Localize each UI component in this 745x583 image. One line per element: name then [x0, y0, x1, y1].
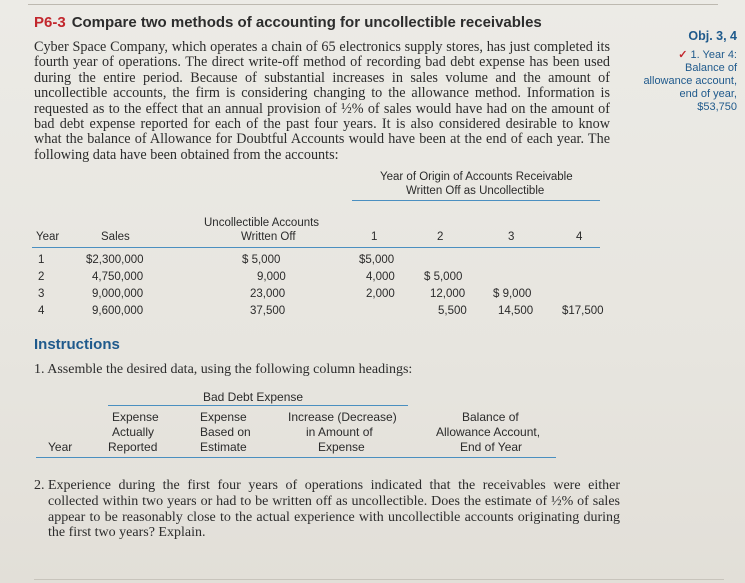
- problem-paragraph: Cyber Space Company, which operates a chain of 65 electronics supply stores, has just completed its fourth year of operations. The direct write-off method of recording bad debt expense has been used during the entire period. Because of substantial increases in sales volume and the amount of uncollectible accounts, the firm is considering changing to the allowance method. Information is requested as to the effect that an annual provision of ½% of sales would have had on the amount of bad debt expense reported for each of the past four years. It is also considered desirable to know what the balance of Allowance for Doubtful Accounts would have been at the end of each year. The following data have been obtained from the accounts:: [34, 39, 610, 163]
- uncollectible-header-line-2: Written Off: [241, 231, 296, 243]
- balance-header-line-2: Allowance Account,: [436, 425, 541, 439]
- table-row-1-sales: $2,300,000: [86, 254, 144, 266]
- table-row-4-year: 4: [38, 305, 45, 317]
- table-row-3-written-off: 23,000: [250, 288, 286, 300]
- bad-debt-expense-header: Bad Debt Expense: [203, 390, 304, 404]
- table-row-2-origin-2: $ 5,000: [424, 271, 463, 283]
- table-row-3-origin-2: 12,000: [430, 288, 466, 300]
- table-row-3-origin-1: 2,000: [366, 288, 395, 300]
- bad-debt-rule: [108, 405, 408, 406]
- col-origin-4-header: 4: [576, 231, 583, 243]
- table-row-3-origin-3: $ 9,000: [493, 288, 532, 300]
- answer-line-1: 1. Year 4:: [690, 49, 737, 61]
- table-row-2-written-off: 9,000: [257, 271, 286, 283]
- origin-header-line-1: Year of Origin of Accounts Receivable: [380, 171, 573, 183]
- table-row-4-origin-4: $17,500: [562, 305, 604, 317]
- headings-rule: [36, 457, 556, 458]
- table-row-2-sales: 4,750,000: [92, 271, 144, 283]
- col-origin-1-header: 1: [371, 231, 378, 243]
- table-row-4-origin-3: 14,500: [498, 305, 534, 317]
- instructions-heading: Instructions: [34, 336, 120, 353]
- problem-number: P6-3: [34, 14, 66, 31]
- objective-label: Obj. 3, 4: [688, 29, 737, 43]
- estimate-header-line-3: Estimate: [200, 440, 247, 454]
- actual-header-line-1: Expense: [112, 410, 159, 424]
- answer-line-2: Balance of: [685, 62, 737, 74]
- estimate-header-line-1: Expense: [200, 410, 247, 424]
- instruction-step-2: [34, 478, 620, 541]
- table-row-4-written-off: 37,500: [250, 305, 286, 317]
- answer-line-5: $53,750: [697, 101, 737, 113]
- uncollectible-header-line-1: Uncollectible Accounts: [204, 217, 320, 229]
- headings-year-label: Year: [48, 440, 73, 454]
- check-icon: ✓: [678, 49, 688, 61]
- table-row-1-written-off: $ 5,000: [242, 254, 281, 266]
- step-2-text: Experience during the first four years of operations indicated that the receivables were either collected within two years or had to be written off as uncollectible. Does the estimate of ½% of sales appear to be reasonably close to the actual experience with uncollectible accounts originating during the first two years? Explain.: [48, 478, 620, 541]
- balance-header-line-1: Balance of: [462, 410, 519, 424]
- col-year-header: Year: [36, 231, 60, 243]
- table-row-2-year: 2: [38, 271, 45, 283]
- estimate-header-line-2: Based on: [200, 425, 251, 439]
- problem-title-text: Compare two methods of accounting for uncollectible receivables: [71, 14, 542, 31]
- col-origin-2-header: 2: [437, 231, 444, 243]
- instruction-step-1: 1. Assemble the desired data, using the following column headings:: [34, 362, 413, 377]
- table-row-1-year: 1: [38, 254, 45, 266]
- actual-header-line-2: Actually: [112, 425, 155, 439]
- table-row-3-year: 3: [38, 288, 45, 300]
- answer-line-4: end of year,: [679, 88, 737, 100]
- table-row-2-origin-1: 4,000: [366, 271, 395, 283]
- bottom-rule: [34, 579, 724, 580]
- table-row-4-sales: 9,600,000: [92, 305, 144, 317]
- increase-header-line-3: Expense: [318, 440, 365, 454]
- table-row-1-origin-1: $5,000: [359, 254, 395, 266]
- balance-header-line-3: End of Year: [460, 440, 523, 454]
- col-origin-3-header: 3: [508, 231, 515, 243]
- answer-line-3: allowance account,: [643, 75, 737, 87]
- increase-header-line-1: Increase (Decrease): [288, 410, 397, 424]
- col-sales-header: Sales: [101, 231, 130, 243]
- actual-header-line-3: Reported: [108, 440, 158, 454]
- table-row-4-origin-2: 5,500: [438, 305, 467, 317]
- origin-header-line-2: Written Off as Uncollectible: [406, 185, 545, 197]
- increase-header-line-2: in Amount of: [306, 425, 373, 439]
- step-2-number: 2.: [34, 478, 45, 493]
- table-row-3-sales: 9,000,000: [92, 288, 144, 300]
